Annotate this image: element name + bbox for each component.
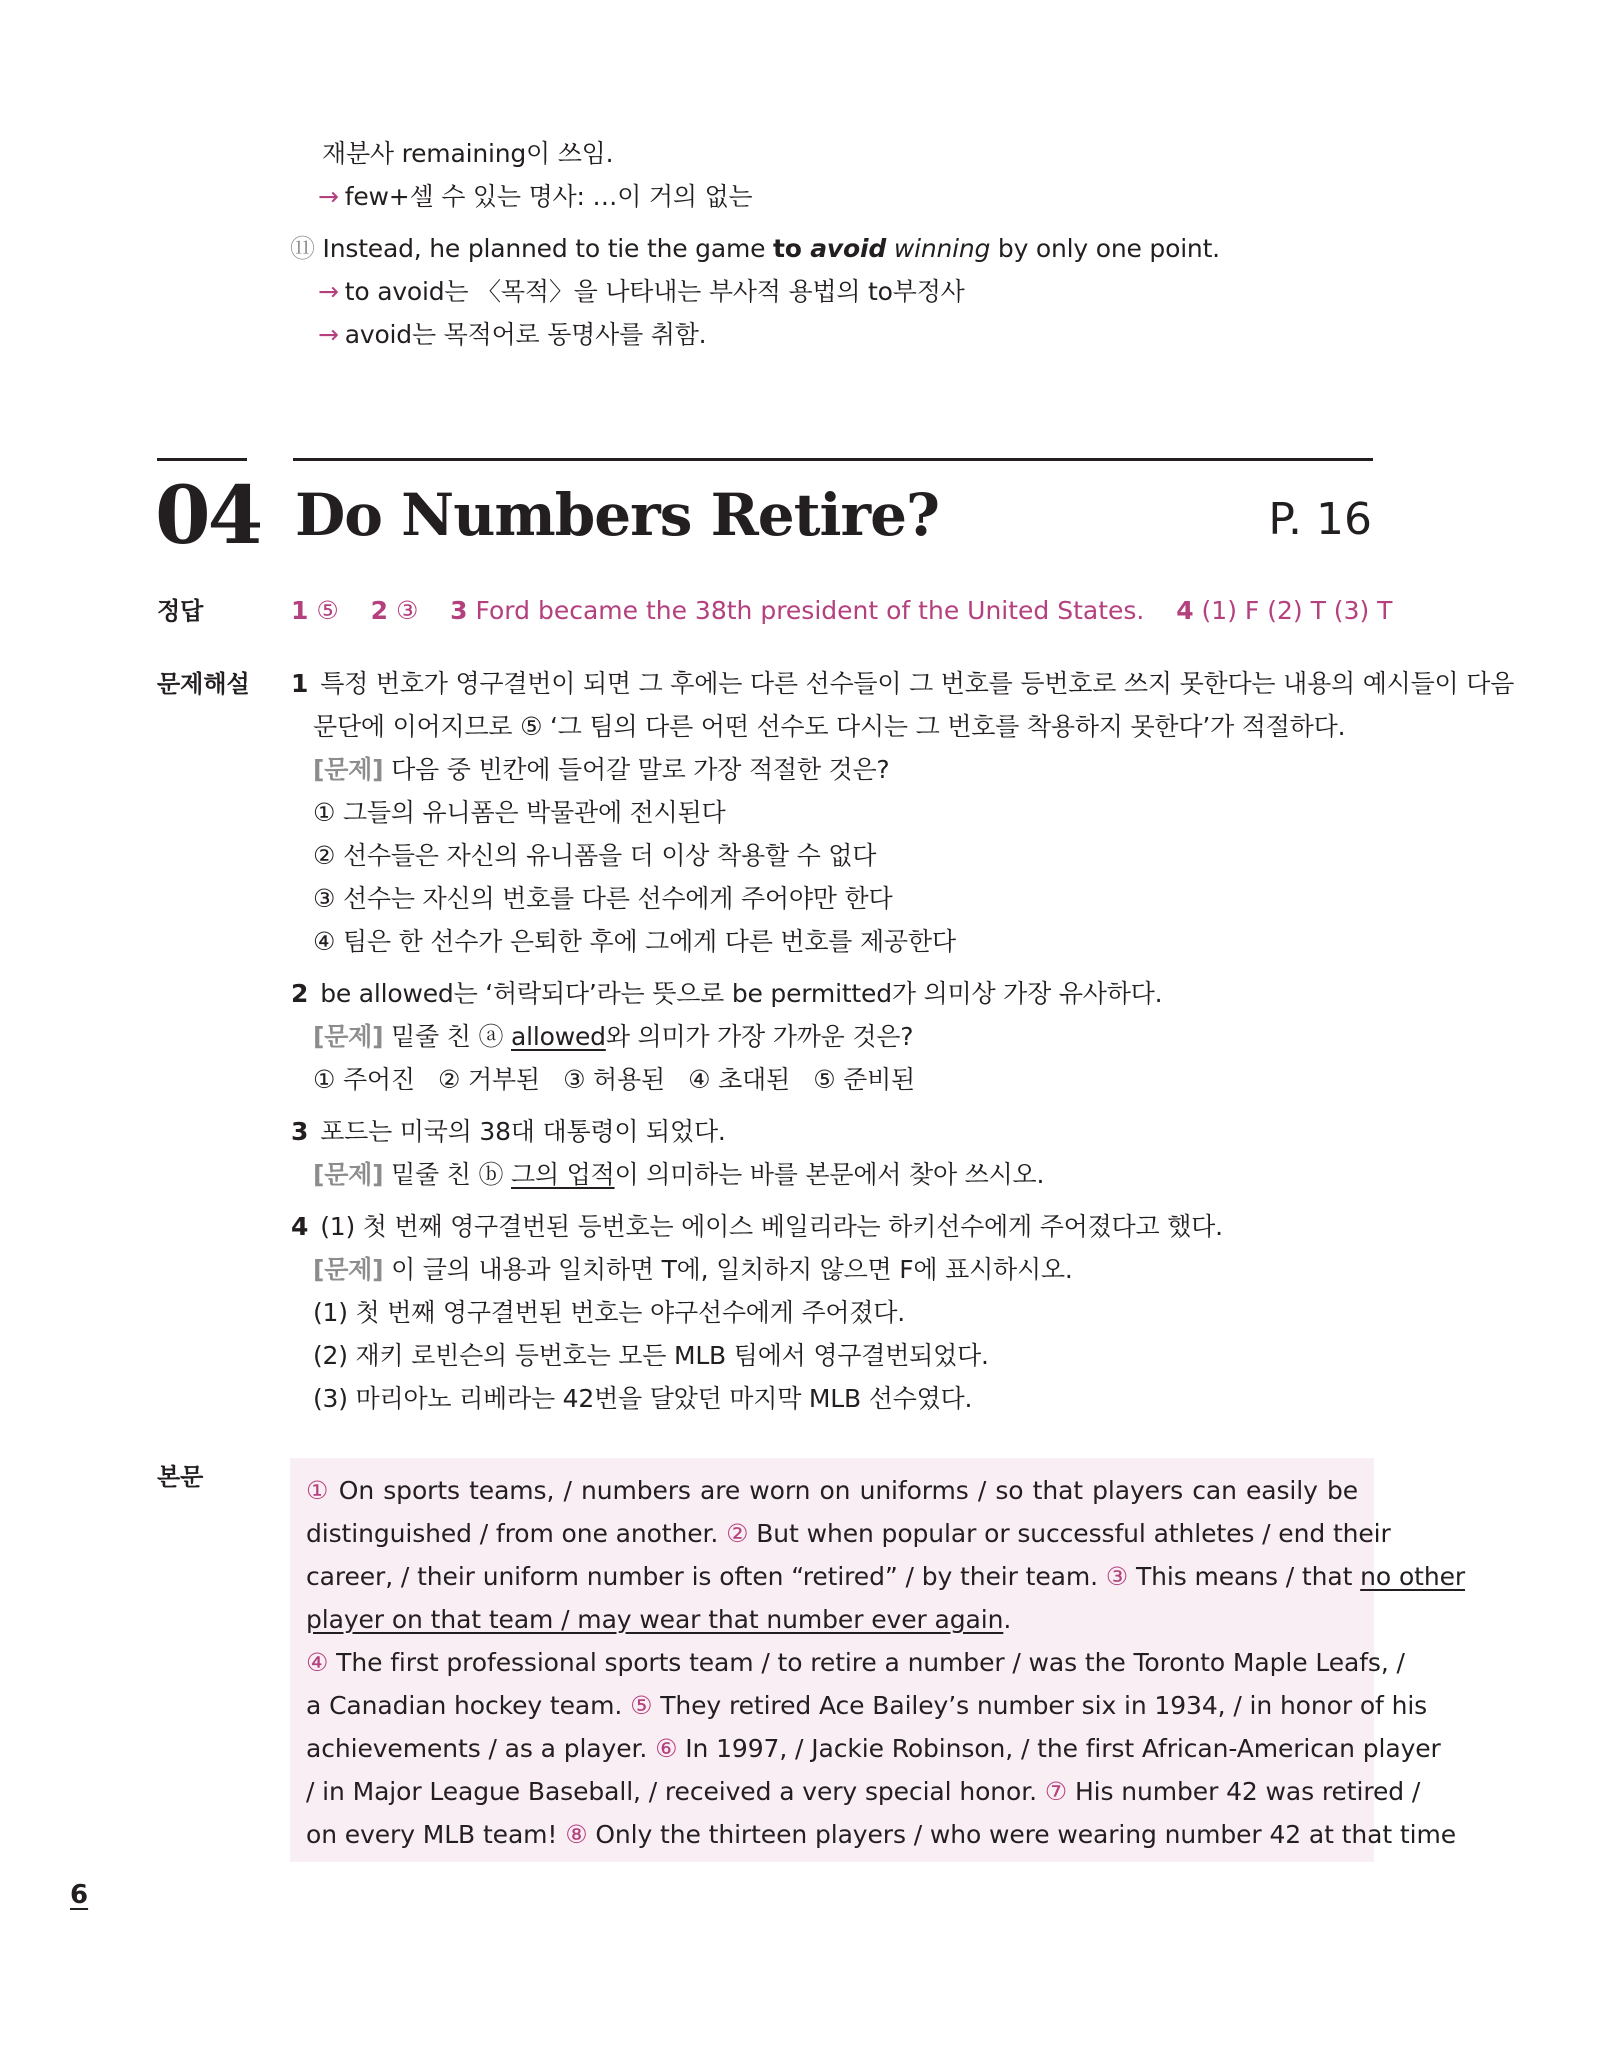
explanation-text: be allowed는 ‘허락되다’라는 뜻으로 be permitted가 의미상 가장 유사하다. <box>320 979 1163 1008</box>
explanation-q1-line2: 문단에 이어지므로 ⑤ ‘그 팀의 다른 어떤 선수도 다시는 그 번호를 착용하지 못한다’가 적절하다. <box>313 712 1346 741</box>
answer-3-number: 3 <box>450 596 468 625</box>
passage-line-7 <box>306 1732 1441 1766</box>
sentence-11 <box>290 232 1220 266</box>
answers-line <box>291 594 1392 628</box>
question-number: 3 <box>291 1117 309 1146</box>
underlined-phrase: 그의 업적 <box>511 1160 615 1189</box>
explanation-q3-prompt <box>313 1158 1044 1192</box>
explanation-text: 포드는 미국의 38대 대통령이 되었다. <box>320 1117 726 1146</box>
sentence-number: ④ <box>306 1648 329 1677</box>
passage-text: on every MLB team! <box>306 1820 566 1849</box>
section-title: Do Numbers Retire? <box>295 481 939 549</box>
question-prompt-end: 이 의미하는 바를 본문에서 찾아 쓰시오. <box>614 1160 1045 1189</box>
arrow-icon: → <box>318 320 339 349</box>
question-prompt: 이 글의 내용과 일치하면 T에, 일치하지 않으면 F에 표시하시오. <box>383 1255 1073 1284</box>
answer-1-value: ⑤ <box>316 596 339 625</box>
explanation-q1-prompt <box>313 753 890 787</box>
passage-text: Only the thirteen players / who were wearing number 42 at that time <box>587 1820 1456 1849</box>
sentence-number: ⑥ <box>655 1734 678 1763</box>
explanation-q4-option2: (2) 재키 로빈슨의 등번호는 모든 MLB 팀에서 영구결번되었다. <box>313 1341 989 1370</box>
question-prompt: 다음 중 빈칸에 들어갈 말로 가장 적절한 것은? <box>383 755 890 784</box>
sentence-number: ⑧ <box>565 1820 588 1849</box>
passage-line-4 <box>306 1603 1358 1637</box>
explanation-q1-option4: ④ 팀은 한 선수가 은퇴한 후에 그에게 다른 번호를 제공한다 <box>313 927 956 956</box>
passage-line-1 <box>306 1474 1358 1508</box>
passage-line-3 <box>306 1560 1466 1594</box>
question-prompt: 밑줄 친 ⓐ <box>383 1022 511 1051</box>
passage-text: They retired Ace Bailey’s number six in 1934, / in honor of his <box>652 1691 1428 1720</box>
passage-text: distinguished / from one another. <box>306 1519 727 1548</box>
explanation-text: (1) 첫 번째 영구결번된 등번호는 에이스 베일리라는 하키선수에게 주어졌다고 했다. <box>320 1212 1223 1241</box>
sentence-bold-italic: avoid <box>810 234 887 263</box>
sentence-bold: to <box>773 234 811 263</box>
note-line-1: 재분사 remaining이 쓰임. <box>322 139 614 168</box>
passage-line-8 <box>306 1775 1421 1809</box>
note-line-4 <box>318 275 965 309</box>
question-tag: [문제] <box>313 1160 384 1189</box>
note-text: to avoid는 〈목적〉을 나타내는 부사적 용법의 to부정사 <box>344 277 965 306</box>
explanation-q4-option3: (3) 마리아노 리베라는 42번을 달았던 마지막 MLB 선수였다. <box>313 1384 973 1413</box>
passage-line-6 <box>306 1689 1428 1723</box>
passage-text: achievements / as a player. <box>306 1734 656 1763</box>
label-explanation: 문제해설 <box>157 670 250 698</box>
explanation-q1-line1 <box>291 667 1514 701</box>
explanation-q1-option1: ① 그들의 유니폼은 박물관에 전시된다 <box>313 798 726 827</box>
explanation-q2-prompt <box>313 1020 913 1054</box>
arrow-icon: → <box>318 277 339 306</box>
sentence-number: ② <box>726 1519 749 1548</box>
passage-text: In 1997, / Jackie Robinson, / the first African-American player <box>677 1734 1441 1763</box>
sentence-space <box>886 234 894 263</box>
label-answer: 정답 <box>157 597 204 625</box>
section-number: 04 <box>155 468 261 562</box>
sentence-italic: winning <box>893 234 991 263</box>
answer-2-number: 2 <box>370 596 388 625</box>
note-text: avoid는 목적어로 동명사를 취함. <box>344 320 707 349</box>
explanation-text: 특정 번호가 영구결번이 되면 그 후에는 다른 선수들이 그 번호를 등번호로 쓰지 못한다는 내용의 예시들이 다음 <box>320 669 1515 698</box>
passage-text: This means / that <box>1128 1562 1361 1591</box>
note-text: few+셀 수 있는 명사: …이 거의 없는 <box>344 182 753 211</box>
explanation-q2-options: ① 주어진 ② 거부된 ③ 허용된 ④ 초대된 ⑤ 준비된 <box>313 1065 916 1094</box>
underlined-phrase: no other <box>1360 1562 1466 1591</box>
sentence-number: ⑪ <box>290 234 315 263</box>
arrow-icon: → <box>318 182 339 211</box>
answer-4-value: (1) F (2) T (3) T <box>1201 596 1393 625</box>
answer-3-value: Ford became the 38th president of the United States. <box>475 596 1145 625</box>
sentence-number: ⑤ <box>630 1691 653 1720</box>
passage-line-2 <box>306 1517 1391 1551</box>
question-number: 1 <box>291 669 309 698</box>
explanation-q4-line1 <box>291 1210 1223 1244</box>
section-rule-long <box>293 458 1373 461</box>
note-line-5 <box>318 318 706 352</box>
passage-text: His number 42 was retired / <box>1067 1777 1421 1806</box>
page-number: 6 <box>70 1880 89 1910</box>
explanation-q2-line1 <box>291 977 1162 1011</box>
question-tag: [문제] <box>313 755 384 784</box>
explanation-q1-option2: ② 선수들은 자신의 유니폼을 더 이상 착용할 수 없다 <box>313 841 877 870</box>
explanation-q1-option3: ③ 선수는 자신의 번호를 다른 선수에게 주어야만 한다 <box>313 884 893 913</box>
explanation-q3-line1 <box>291 1115 726 1149</box>
answer-1-number: 1 <box>291 596 309 625</box>
question-prompt-end: 와 의미가 가장 가까운 것은? <box>605 1022 914 1051</box>
underlined-word: allowed <box>511 1022 606 1051</box>
question-prompt: 밑줄 친 ⓑ <box>383 1160 511 1189</box>
passage-text: career, / their uniform number is often “retired” / by their team. <box>306 1562 1106 1591</box>
passage-text: The first professional sports team / to retire a number / was the Toronto Maple Leafs, / <box>328 1648 1405 1677</box>
note-line-2 <box>318 180 752 214</box>
question-tag: [문제] <box>313 1255 384 1284</box>
sentence-number: ⑦ <box>1044 1777 1068 1806</box>
question-number: 4 <box>291 1212 309 1241</box>
explanation-q4-prompt <box>313 1253 1073 1287</box>
question-tag: [문제] <box>313 1022 384 1051</box>
answer-2-value: ③ <box>395 596 419 625</box>
section-page-ref: P. 16 <box>1268 494 1372 545</box>
underlined-phrase: player on that team / may wear that number ever again <box>306 1605 1004 1634</box>
question-number: 2 <box>291 979 309 1008</box>
passage-text: On sports teams, / numbers are worn on uniforms / so that players can easily be <box>329 1476 1358 1505</box>
sentence-text-end: by only one point. <box>990 234 1220 263</box>
passage-line-5 <box>306 1646 1405 1680</box>
passage-text: a Canadian hockey team. <box>306 1691 631 1720</box>
passage-text: / in Major League Baseball, / received a very special honor. <box>306 1777 1045 1806</box>
passage-line-9 <box>306 1818 1456 1852</box>
sentence-number: ③ <box>1105 1562 1129 1591</box>
passage-text: . <box>1003 1605 1012 1634</box>
section-rule-short <box>157 458 247 461</box>
passage-text: But when popular or successful athletes / end their <box>748 1519 1391 1548</box>
explanation-q4-option1: (1) 첫 번째 영구결번된 번호는 야구선수에게 주어졌다. <box>313 1298 905 1327</box>
label-passage: 본문 <box>157 1463 204 1491</box>
sentence-text: Instead, he planned to tie the game <box>314 234 774 263</box>
answer-4-number: 4 <box>1176 596 1194 625</box>
sentence-number: ① <box>306 1476 330 1505</box>
